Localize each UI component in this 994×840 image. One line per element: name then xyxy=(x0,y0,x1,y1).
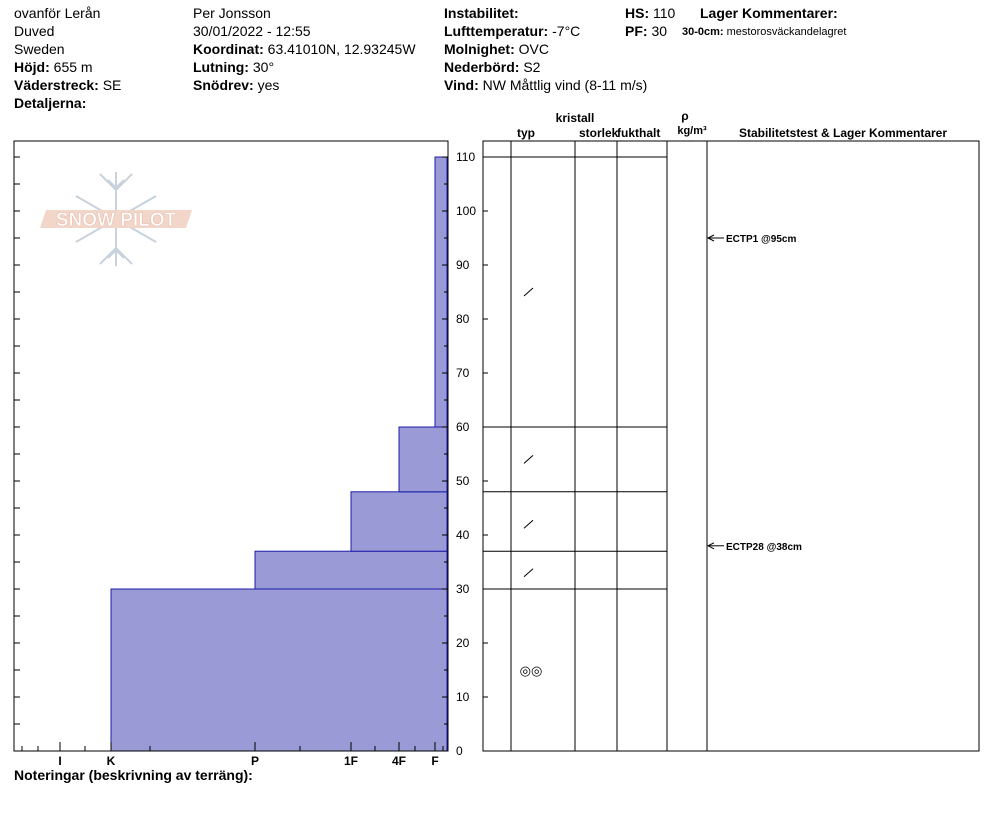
pf-label: PF: xyxy=(625,23,648,39)
hardness-layer-bar xyxy=(255,551,447,589)
stability-header: Stabilitetstest & Lager Kommentarer xyxy=(738,126,948,140)
location-name: ovanför Lerån xyxy=(14,5,101,21)
hardness-profile xyxy=(111,157,447,751)
coordinate-value: 63.41010N, 12.93245W xyxy=(267,41,416,57)
hardness-tick-label: P xyxy=(250,754,260,768)
height-tick-label: 60 xyxy=(456,420,470,434)
hardness-tick-label: F xyxy=(431,754,439,768)
sky-value: OVC xyxy=(518,41,549,57)
snowpilot-logo xyxy=(40,172,192,266)
coordinate-label: Koordinat: xyxy=(193,41,264,57)
height-tick-label: 110 xyxy=(456,150,476,164)
height-tick-label: 0 xyxy=(456,744,463,758)
facet-crystal-symbol xyxy=(524,288,533,296)
left-y-ticks xyxy=(14,157,20,724)
slope-value: 30° xyxy=(252,59,275,75)
sky-label: Molnighet: xyxy=(444,41,515,57)
layer-table-frame xyxy=(483,141,979,751)
hardness-tick-label: I xyxy=(58,754,62,768)
area-name: Duved xyxy=(14,23,55,39)
pf-value: 30 xyxy=(651,23,668,39)
stability-test-label: ECTP1 @95cm xyxy=(726,234,797,245)
terrain-notes-label: Noteringar (beskrivning av terräng): xyxy=(14,767,253,783)
height-tick-label: 40 xyxy=(456,528,470,542)
type-header: typ xyxy=(517,126,535,140)
hardness-tick-label: 4F xyxy=(391,754,407,768)
drift-value: yes xyxy=(257,77,280,93)
rounded-crystal-symbol: ◎◎ xyxy=(519,663,543,678)
airtemp-label: Lufttemperatur: xyxy=(444,23,549,39)
instability-label: Instabilitet: xyxy=(444,5,519,21)
observer-name: Per Jonsson xyxy=(193,5,271,21)
density-unit-header: kg/m³ xyxy=(677,125,707,137)
height-tick-label: 100 xyxy=(456,204,477,218)
facet-crystal-symbol xyxy=(524,455,533,463)
table-column-lines xyxy=(511,141,707,751)
hs-label: HS: xyxy=(625,5,650,21)
size-header: storlek xyxy=(579,126,619,140)
height-tick-label: 50 xyxy=(456,474,470,488)
wind-value: NW Måttlig vind (8-11 m/s) xyxy=(482,77,648,93)
precip-value: S2 xyxy=(523,59,541,75)
slope-label: Lutning: xyxy=(193,59,249,75)
details-label: Detaljerna: xyxy=(14,95,87,111)
hardness-layer-bar xyxy=(111,589,447,751)
hardness-tick-label: K xyxy=(106,754,116,768)
hardness-tick-label: 1F xyxy=(343,754,359,768)
drift-label: Snödrev: xyxy=(193,77,254,93)
precip-label: Nederbörd: xyxy=(444,59,520,75)
stability-test-label: ECTP28 @38cm xyxy=(726,541,802,553)
layer-comment-range: 30-0cm: xyxy=(682,26,724,38)
height-tick-label: 80 xyxy=(456,312,470,326)
hardness-layer-bar xyxy=(351,492,447,551)
rho-header: ρ xyxy=(681,109,689,123)
facet-crystal-symbol xyxy=(524,520,533,528)
stability-tests xyxy=(708,234,802,553)
observation-datetime: 30/01/2022 - 12:55 xyxy=(193,23,311,39)
height-tick-label: 10 xyxy=(456,690,470,704)
aspect-label: Väderstreck: xyxy=(14,77,99,93)
height-tick-label: 70 xyxy=(456,366,470,380)
logo-text: SNOW PILOT xyxy=(55,210,177,231)
hs-value: 110 xyxy=(653,5,676,21)
height-tick-label: 20 xyxy=(456,636,470,650)
column-headers xyxy=(517,109,947,140)
hardness-layer-bar xyxy=(399,427,447,492)
height-tick-label: 90 xyxy=(456,258,470,272)
aspect-value: SE xyxy=(102,77,122,93)
height-tick-label: 30 xyxy=(456,582,470,596)
facet-crystal-symbol xyxy=(524,569,533,577)
airtemp-value: -7°C xyxy=(552,23,581,39)
layer-comments-label: Lager Kommentarer: xyxy=(700,5,838,21)
height-axis xyxy=(442,150,488,758)
crystal-header: kristall xyxy=(555,111,595,125)
country-name: Sweden xyxy=(14,41,65,57)
wind-label: Vind: xyxy=(444,77,479,93)
layer-comment-text: mestorosväckandelagret xyxy=(726,26,847,38)
elevation-value: 655 m xyxy=(53,59,93,75)
crystal-symbols xyxy=(520,288,543,678)
elevation-label: Höjd: xyxy=(14,59,50,75)
moisture-header: fukthalt xyxy=(617,126,661,140)
